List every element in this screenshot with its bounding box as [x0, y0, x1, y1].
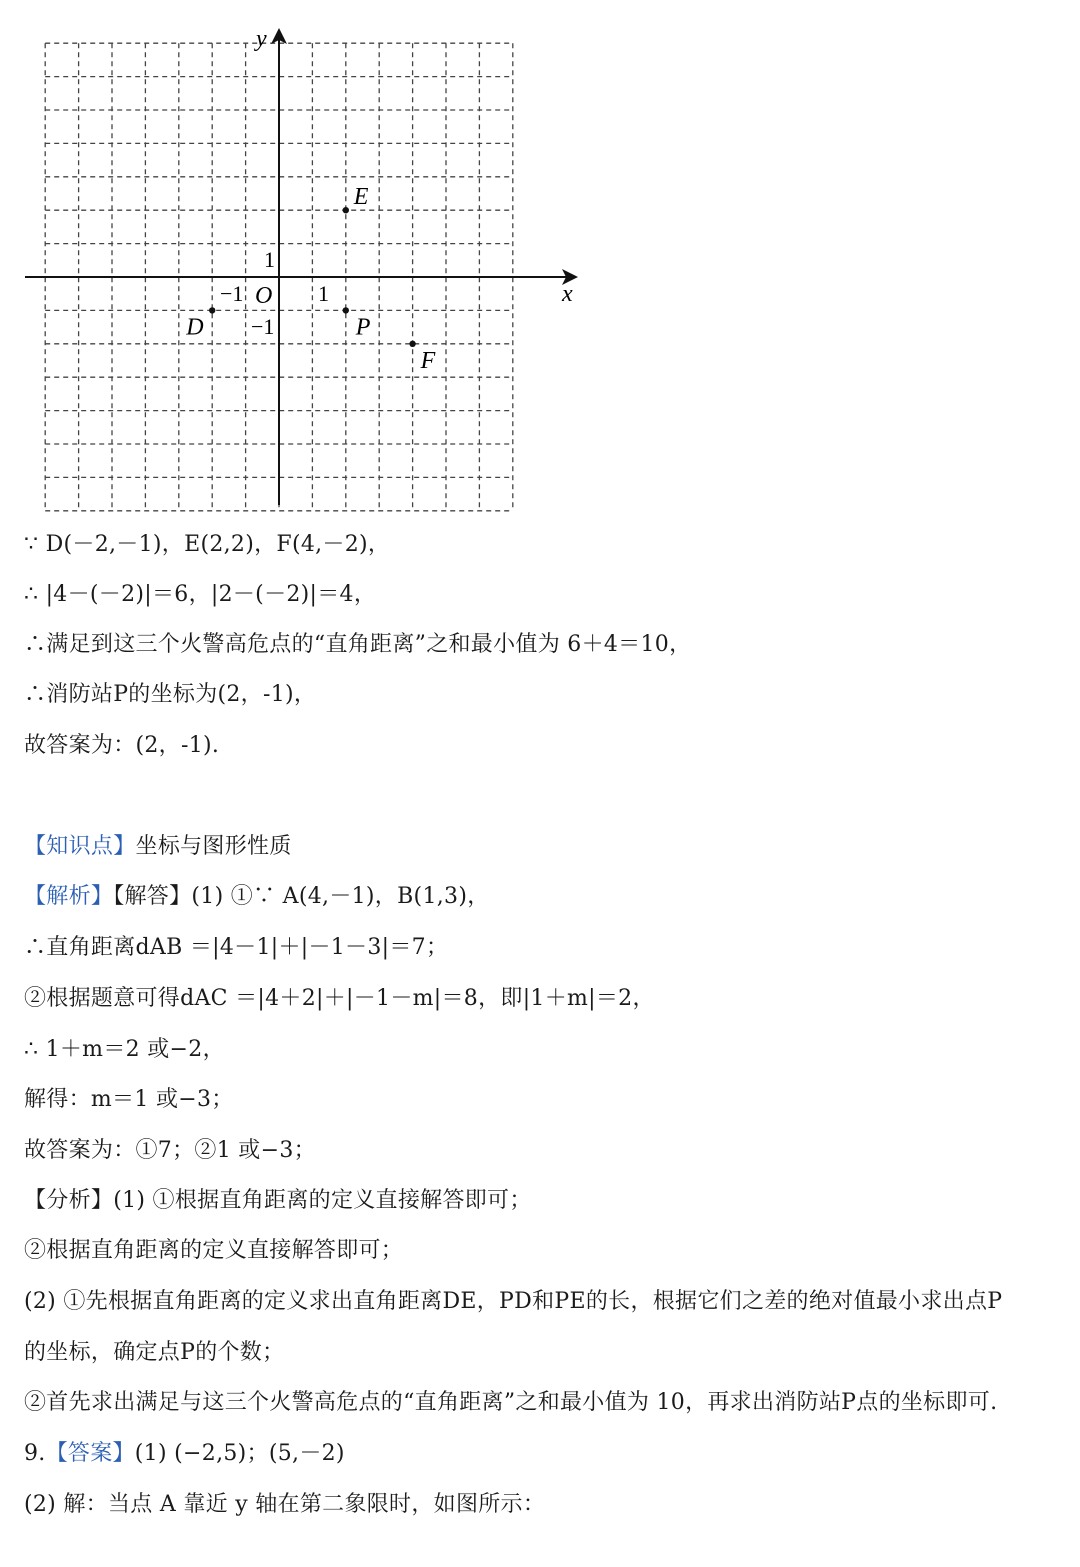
line-m-solution: 解得：m＝1 或−3； — [24, 1087, 234, 1112]
points-layer — [185, 184, 435, 374]
line-analysis-start: 【解析】【解答】(1) ①∵ A(4,－1)，B(1,3)， — [24, 884, 490, 909]
line-hint-4: 的坐标，确定点P的个数； — [24, 1340, 285, 1365]
y-axis-label: y — [256, 26, 267, 52]
point-d-label: D — [186, 314, 204, 341]
point-f-label: F — [420, 347, 436, 374]
answer-tag: 【答案】 — [45, 1441, 135, 1466]
knowledge-tag: 【知识点】 — [24, 834, 136, 859]
line-hint-5: ②首先求出满足与这三个火警高危点的“直角距离”之和最小值为 10，再求出消防站P点的坐标即可. — [24, 1390, 998, 1415]
point-e-label: E — [353, 184, 369, 211]
line-m-cases: ∴ 1＋m＝2 或−2， — [24, 1037, 225, 1062]
point-p-label: P — [355, 314, 371, 341]
coordinate-grid-figure — [0, 0, 600, 515]
line-min-sum: ∴满足到这三个火警高危点的“直角距离”之和最小值为 6＋4＝10， — [24, 632, 692, 657]
x-axis-label: x — [562, 281, 573, 307]
line-knowledge-point: 【知识点】坐标与图形性质 — [24, 834, 292, 859]
tick-y-neg: −1 — [251, 314, 275, 339]
point-d-dot — [209, 307, 215, 313]
origin-label: O — [255, 283, 273, 309]
line-hint-3: (2) ①先根据直角距离的定义求出直角距离DE，PD和PE的长，根据它们之差的绝对值最小求出点P — [24, 1289, 1003, 1314]
tick-x-neg: −1 — [220, 281, 244, 306]
tick-x-pos: 1 — [318, 281, 329, 306]
line-distances: ∴ |4－(－2)|＝6，|2－(－2)|＝4， — [24, 582, 377, 607]
line-answer-station: 故答案为：(2，-1). — [24, 733, 220, 758]
line-hint-1: 【分析】(1) ①根据直角距离的定义直接解答即可； — [24, 1188, 532, 1213]
point-f-dot — [409, 341, 415, 347]
line-dac: ②根据题意可得dAC ＝|4＋2|＋|－1－m|＝8，即|1＋m|＝2， — [24, 986, 655, 1011]
line-dab: ∴直角距离dAB ＝|4－1|＋|－1－3|＝7； — [24, 935, 449, 960]
point-e-dot — [343, 207, 349, 213]
line-q9-answer: 9.【答案】(1) (−2,5)；(5,－2) — [24, 1441, 345, 1466]
line-station-coords: ∴消防站P的坐标为(2，-1)， — [24, 682, 317, 707]
point-p-dot — [343, 307, 349, 313]
line-answer-1: 故答案为：①7；②1 或−3； — [24, 1138, 316, 1163]
analysis-tag: 【解析】 — [24, 884, 114, 909]
tick-y-pos: 1 — [264, 247, 275, 272]
line-given-points: ∵ D(－2,－1)，E(2,2)，F(4,－2)， — [24, 532, 391, 557]
line-q9-part2: (2) 解：当点 A 靠近 y 轴在第二象限时，如图所示： — [24, 1492, 546, 1517]
line-hint-2: ②根据直角距离的定义直接解答即可； — [24, 1238, 404, 1263]
